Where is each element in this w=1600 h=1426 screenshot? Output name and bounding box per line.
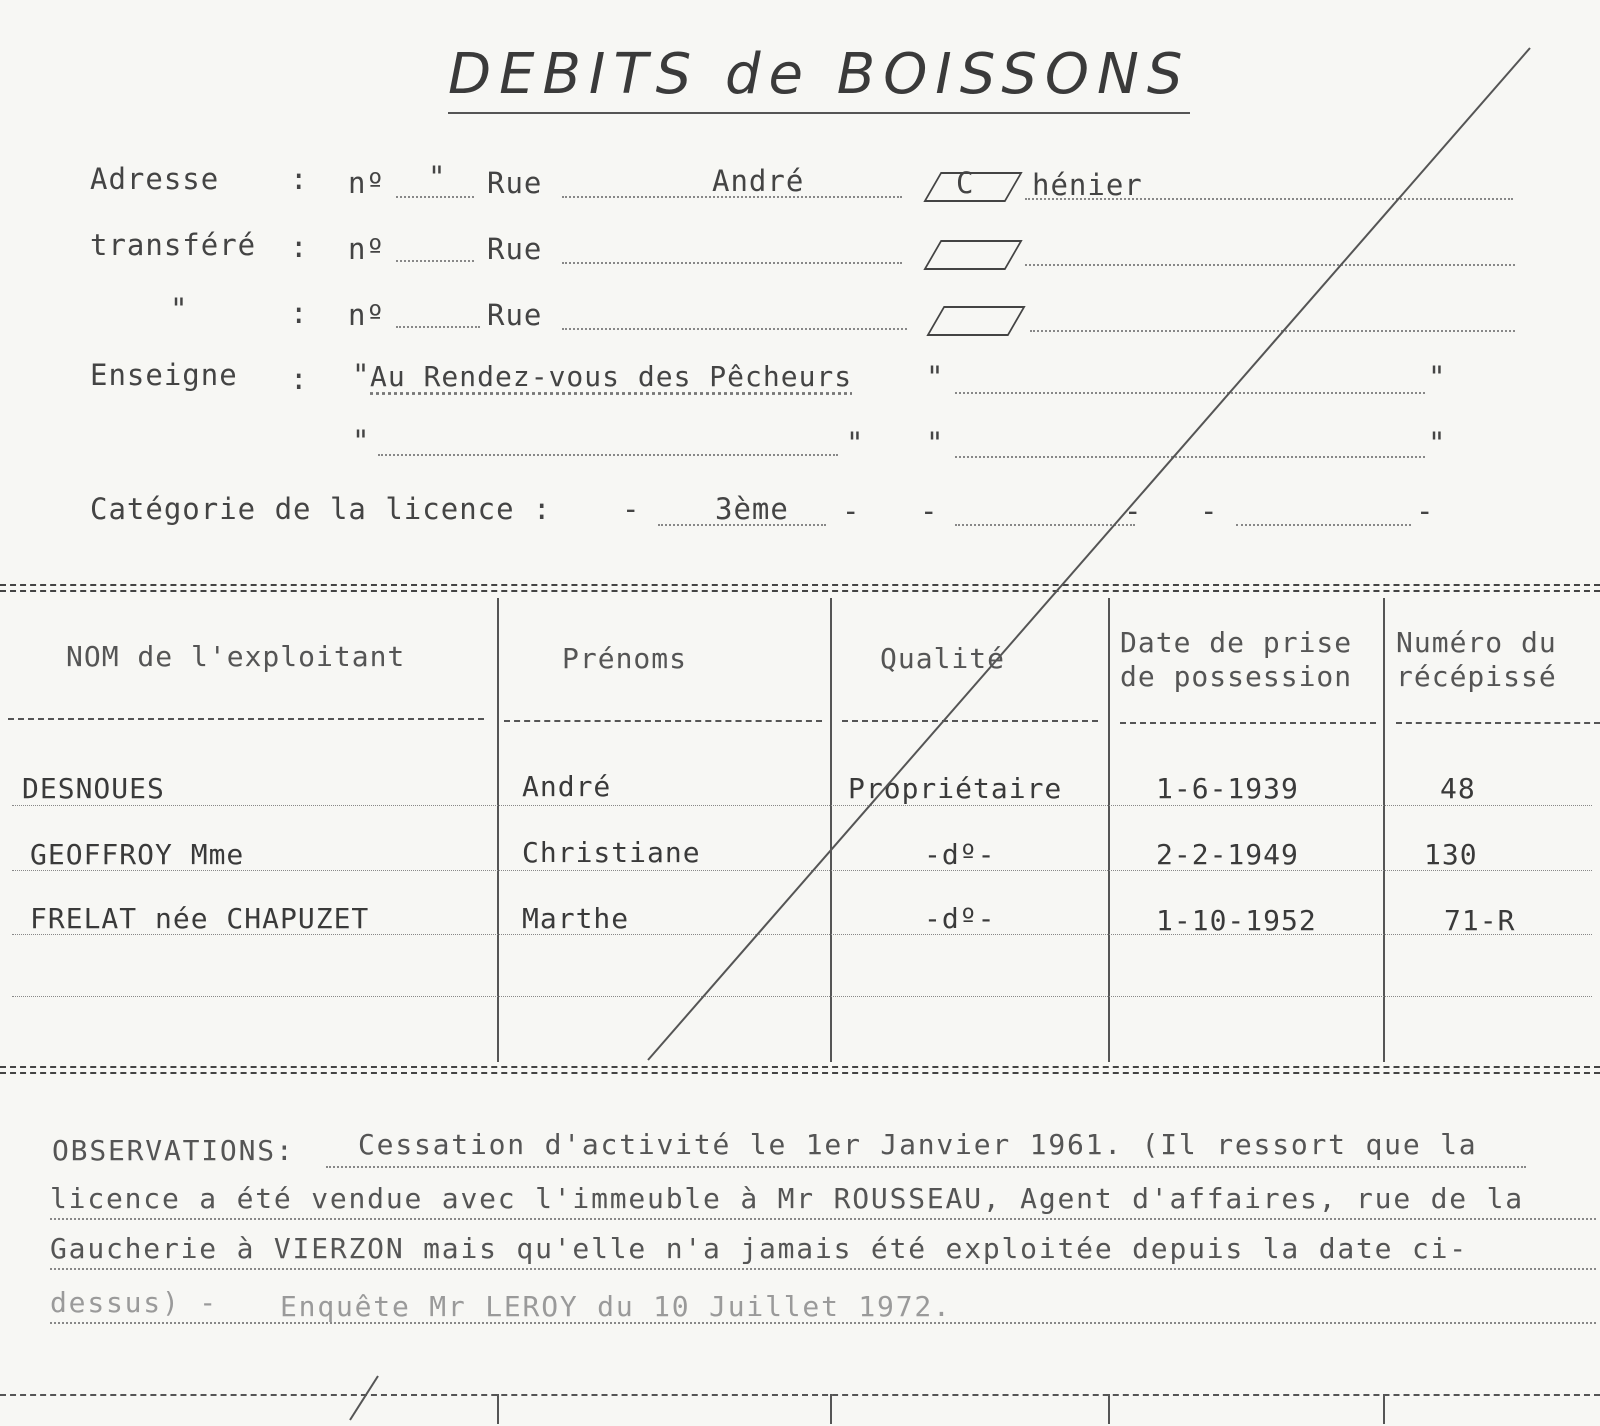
header-name: NOM de l'exploitant: [66, 640, 406, 673]
transfer-2-number-label: nº: [348, 298, 385, 332]
observations-line-4b: Enquête Mr LEROY du 10 Juillet 1972.: [280, 1290, 952, 1323]
cancellation-line-lower: [350, 1376, 378, 1420]
cancellation-line: [648, 48, 1530, 1060]
sign-3-close-quote: ": [1428, 426, 1447, 460]
licence-dash-1: -: [622, 492, 641, 526]
licence-dash-5: -: [1200, 494, 1219, 528]
row-1-number: 48: [1440, 772, 1476, 805]
sign-label: Enseigne: [90, 358, 238, 392]
row-2-name: GEOFFROY Mme: [30, 838, 245, 871]
row-3-name: FRELAT née CHAPUZET: [30, 902, 370, 935]
sign-close-quote: ": [926, 360, 945, 394]
header-quality: Qualité: [880, 642, 1006, 675]
address-colon: :: [290, 162, 309, 196]
address-letter: C: [956, 166, 975, 200]
licence-dash-4: -: [1124, 494, 1143, 528]
sign-alt-quote-1: ": [1428, 360, 1447, 394]
transfer-2-rue-label: Rue: [487, 298, 543, 332]
header-number-line2: récépissé: [1396, 660, 1557, 693]
row-1-quality: Propriétaire: [848, 772, 1063, 805]
row-2-quality: -dº-: [924, 838, 996, 871]
sign-3-open-quote: ": [926, 426, 945, 460]
licence-dash-2: -: [842, 494, 861, 528]
observations-line-1: Cessation d'activité le 1er Janvier 1961. (Il ressort que la: [358, 1128, 1478, 1161]
row-3-number: 71-R: [1444, 904, 1516, 937]
header-number-line1: Numéro du: [1396, 626, 1557, 659]
sign-2-open-quote: ": [352, 424, 371, 458]
licence-value: 3ème: [715, 492, 789, 526]
licence-label: Catégorie de la licence :: [90, 492, 552, 526]
transfer-2-label: ": [170, 292, 189, 326]
observations-line-2: licence a été vendue avec l'immeuble à Mr ROUSSEAU, Agent d'affaires, rue de la: [50, 1182, 1524, 1215]
transfer-2-colon: :: [290, 296, 309, 330]
row-3-quality: -dº-: [924, 902, 996, 935]
observations-line-4a: dessus) -: [50, 1286, 218, 1319]
transfer-number-label: nº: [348, 232, 385, 266]
observations-label: OBSERVATIONS:: [52, 1134, 295, 1167]
transfer-label: transféré: [90, 228, 257, 262]
row-3-first-name: Marthe: [522, 902, 630, 935]
address-rue-label: Rue: [487, 166, 543, 200]
transfer-colon: :: [290, 230, 309, 264]
row-1-name: DESNOUES: [22, 772, 165, 805]
sign-2-close-quote: ": [846, 426, 865, 460]
address-number-value: ": [428, 160, 447, 194]
licence-dash-6: -: [1416, 494, 1435, 528]
row-2-number: 130: [1424, 838, 1478, 871]
row-1-date: 1-6-1939: [1156, 772, 1299, 805]
document-title: DEBITS de BOISSONS: [448, 40, 1190, 114]
observations-line-3: Gaucherie à VIERZON mais qu'elle n'a jamais été exploitée depuis la date ci-: [50, 1232, 1468, 1265]
transfer-rue-label: Rue: [487, 232, 543, 266]
row-3-date: 1-10-1952: [1156, 904, 1317, 937]
sign-open-quote: ": [352, 358, 371, 392]
row-2-first-name: Christiane: [522, 836, 701, 869]
address-number-label: nº: [348, 166, 385, 200]
sign-colon: :: [290, 362, 309, 396]
address-label: Adresse: [90, 162, 220, 196]
address-street-suffix: hénier: [1032, 168, 1143, 202]
sign-value: Au Rendez-vous des Pêcheurs: [370, 360, 853, 393]
header-first-names: Prénoms: [562, 642, 688, 675]
header-date-line1: Date de prise: [1120, 626, 1353, 659]
address-rue-value: André: [712, 164, 805, 198]
row-2-date: 2-2-1949: [1156, 838, 1299, 871]
licence-dash-3: -: [920, 494, 939, 528]
header-date-line2: de possession: [1120, 660, 1353, 693]
row-1-first-name: André: [522, 770, 612, 803]
